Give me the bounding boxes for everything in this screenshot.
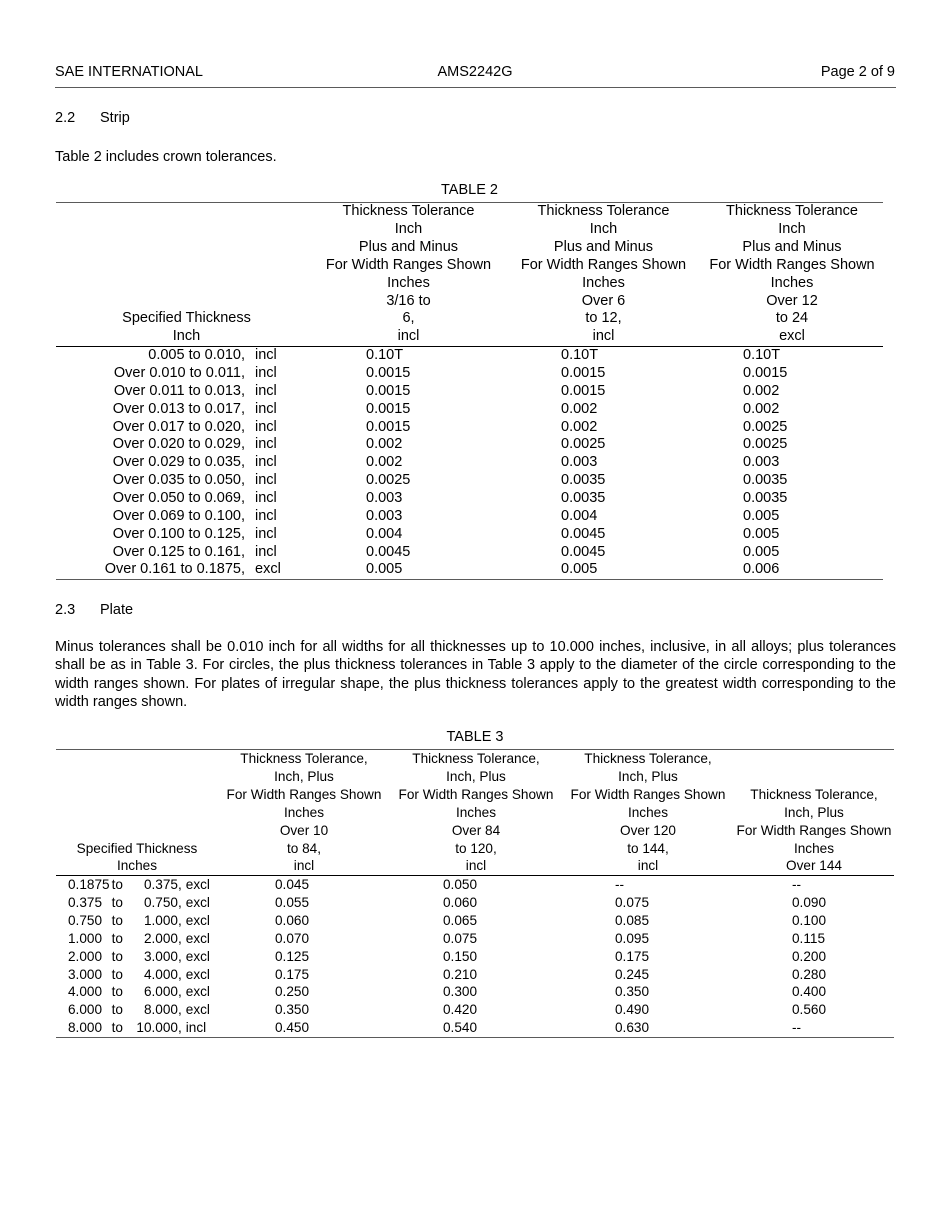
table-3-thickness-range: [56, 912, 218, 930]
table-3-col1-header-line-1: Thickness Tolerance,: [240, 751, 368, 766]
table-2-col2-header: [506, 203, 701, 347]
range-qualifier: excl: [185, 877, 210, 893]
range-text: Over 0.017 to 0.020,: [112, 418, 245, 435]
table-2-header-row: [56, 203, 883, 347]
table-2-tolerance-value: 0.0015: [366, 382, 411, 399]
table-2-tolerance-value: 0.004: [366, 525, 403, 542]
table-row: [56, 490, 883, 508]
table-2-col0-header: [56, 203, 311, 347]
table-3-col3-header-line-6: to 144,: [627, 840, 669, 856]
table-3-tolerance-value: 0.085: [615, 913, 650, 929]
range-qualifier: incl: [255, 418, 277, 435]
table-3-col3-header-line-5: Over 120: [620, 822, 676, 838]
range-to: 4.000,: [143, 966, 182, 982]
table-2-tolerance-value: 0.0035: [561, 490, 606, 506]
table-3-tolerance-value: 0.245: [615, 966, 650, 982]
table-3-col1-header-line-7: incl: [293, 858, 315, 874]
range-from: 0.375: [68, 895, 103, 911]
table-3-col3-header-line-4: Inches: [627, 804, 669, 820]
table-3-tolerance-value: 0.055: [275, 895, 310, 911]
table-2-thickness-range: [56, 544, 311, 562]
table-2-col1-header: [311, 203, 506, 347]
range-qualifier: incl: [255, 382, 277, 399]
range-from: 8.000: [68, 1020, 103, 1036]
table-3-thickness-range: [56, 876, 218, 894]
table-3-col4-header-line-2: Inch, Plus: [784, 804, 844, 820]
range-qualifier: incl: [255, 436, 277, 453]
table-3-tolerance-value: 0.065: [443, 913, 478, 929]
table-3-body: [56, 876, 894, 1038]
table-2-col1-header-line-7: 6,: [402, 310, 415, 327]
table-row: [56, 383, 883, 401]
table-row: [56, 561, 883, 579]
table-3-thickness-range: [56, 983, 218, 1001]
table-2-tolerance-value: 0.0025: [366, 472, 411, 489]
table-2-thickness-range: [56, 347, 311, 365]
section-heading-plate: [55, 602, 133, 618]
table-3-tolerance-value: 0.050: [443, 877, 478, 893]
section-number-2-3: 2.3: [55, 602, 76, 618]
table-2-col3-header-line-3: Plus and Minus: [742, 238, 842, 255]
table-2-thickness-range: [56, 401, 311, 419]
table-3-tolerance-value: 0.400: [792, 984, 827, 1000]
table-2-tolerance-value: 0.004: [561, 507, 598, 524]
table-3-col4-header-line-3: For Width Ranges Shown: [736, 822, 892, 838]
table-2-head: [56, 203, 883, 347]
table-2-tolerance-value: 0.10T: [561, 347, 599, 364]
table-3-col0-header-line-2: Inches: [116, 858, 158, 874]
range-connector: to: [111, 966, 123, 982]
table-2-col2-header-line-4: For Width Ranges Shown: [520, 256, 687, 273]
table-3-tolerance-value: 0.210: [443, 966, 478, 982]
range-connector: to: [111, 1020, 123, 1036]
table-3-col2-header-line-6: to 120,: [455, 840, 497, 856]
table-2-tolerance-value: 0.0025: [743, 418, 788, 435]
table-3-col2-header-line-5: Over 84: [451, 822, 501, 838]
table-2-col0-header-line-2: Inch: [172, 328, 201, 345]
table-3-col3-header-line-3: For Width Ranges Shown: [570, 786, 726, 802]
table-2-body: [56, 347, 883, 580]
table-2-thickness-range: [56, 436, 311, 454]
table-3-col1-header-line-5: Over 10: [279, 822, 329, 838]
table-3-block: [56, 729, 894, 1038]
range-to: 0.375,: [143, 877, 182, 893]
table-2-col3-header: [701, 203, 883, 347]
range-qualifier: incl: [255, 490, 277, 506]
range-text: Over 0.125 to 0.161,: [112, 543, 245, 560]
table-3-col3-header: [562, 750, 734, 876]
table-2-tolerance-value: 0.0015: [743, 365, 788, 382]
range-connector: to: [111, 930, 123, 946]
table-2-col1-header-line-3: Plus and Minus: [358, 238, 459, 255]
table-row: [56, 983, 894, 1001]
table-3-col2-header-line-4: Inches: [455, 804, 497, 820]
table-2-tolerance-value: 0.0015: [561, 365, 606, 382]
table-3-thickness-range: [56, 948, 218, 966]
table-row: [56, 966, 894, 984]
range-connector: to: [111, 1002, 123, 1018]
range-connector: to: [111, 948, 123, 964]
table-2-thickness-range: [56, 454, 311, 472]
table-2-col2-header-line-1: Thickness Tolerance: [537, 203, 670, 219]
table-3-tolerance-value: 0.560: [792, 1002, 827, 1018]
table-row: [56, 1019, 894, 1037]
range-to: 0.750,: [143, 895, 182, 911]
table-2-tolerance-value: 0.002: [561, 400, 598, 417]
table-2-col1-header-line-1: Thickness Tolerance: [342, 203, 475, 219]
range-to: 3.000,: [143, 948, 182, 964]
table-2-tolerance-value: 0.002: [743, 382, 780, 399]
table-2-col2-header-line-3: Plus and Minus: [553, 238, 654, 255]
table-3-col1-header-line-4: Inches: [283, 804, 325, 820]
table-row: [56, 876, 894, 894]
range-qualifier: excl: [185, 930, 210, 946]
table-2-tolerance-value: 0.005: [561, 561, 598, 578]
running-header: [55, 64, 895, 80]
table-2-col1-header-line-6: 3/16 to: [386, 292, 431, 309]
table-3-tolerance-value: --: [792, 1020, 802, 1036]
table-row: [56, 454, 883, 472]
table-2-tolerance-value: 0.0015: [366, 400, 411, 417]
range-from: 1.000: [68, 930, 103, 946]
table-row: [56, 472, 883, 490]
table-3-col2-header-line-3: For Width Ranges Shown: [398, 786, 554, 802]
table-3-tolerance-value: 0.175: [275, 966, 310, 982]
table-3-col3-header-line-7: incl: [637, 858, 659, 874]
table-row: [56, 912, 894, 930]
range-text: Over 0.029 to 0.035,: [112, 454, 245, 471]
table-row: [56, 365, 883, 383]
table-2-thickness-range: [56, 508, 311, 526]
table-2-tolerance-value: 0.0045: [366, 543, 411, 560]
range-from: 2.000: [68, 948, 103, 964]
table-2-tolerance-value: 0.002: [366, 436, 403, 453]
range-qualifier: excl: [185, 984, 210, 1000]
table-3-col0-header: [56, 750, 218, 876]
table-2-col1-header-line-4: For Width Ranges Shown: [325, 256, 492, 273]
table-3-col1-header-line-3: For Width Ranges Shown: [226, 786, 382, 802]
table-2-tolerance-value: 0.003: [743, 454, 780, 471]
range-qualifier: incl: [185, 1020, 207, 1036]
table-3-col4-header: [734, 750, 894, 876]
table-2-tolerance-value: 0.003: [366, 507, 403, 524]
table-3-tolerance-value: 0.540: [443, 1020, 478, 1036]
table-3-col2-header-line-2: Inch, Plus: [446, 768, 506, 784]
table-3-thickness-range: [56, 966, 218, 984]
table-3-tolerance-value: --: [792, 877, 802, 893]
table-2-thickness-range: [56, 526, 311, 544]
table-3-col1-header: [218, 750, 390, 876]
range-qualifier: incl: [255, 365, 277, 382]
range-qualifier: incl: [255, 400, 277, 417]
table-2-caption: TABLE 2: [441, 182, 498, 198]
section-title-plate: Plate: [100, 602, 134, 618]
range-qualifier: excl: [185, 895, 210, 911]
table-3-tolerance-value: --: [615, 877, 625, 893]
range-from: 0.1875: [68, 877, 110, 893]
table-row: [56, 930, 894, 948]
table-2-tolerance-value: 0.002: [743, 400, 780, 417]
table-2-tolerance-value: 0.0025: [561, 436, 606, 453]
header-document-number: AMS2242G: [437, 64, 513, 80]
table-3-tolerance-value: 0.630: [615, 1020, 650, 1036]
table-3-tolerance-value: 0.490: [615, 1002, 650, 1018]
range-connector: to: [111, 913, 123, 929]
table-2-col3-header-line-6: Over 12: [766, 292, 818, 309]
table-2-col1-header-line-2: Inch: [394, 220, 423, 237]
table-3-tolerance-value: 0.070: [275, 930, 310, 946]
table-row: [56, 894, 894, 912]
range-to: 10.000,: [136, 1020, 182, 1036]
range-text: Over 0.011 to 0.013,: [113, 382, 245, 399]
table-3-col1-header-line-6: to 84,: [286, 840, 321, 856]
table-2-tolerance-value: 0.003: [366, 490, 403, 506]
table-2-col3-header-line-4: For Width Ranges Shown: [709, 256, 875, 273]
header-organization: SAE INTERNATIONAL: [55, 64, 203, 80]
table-3-tolerance-value: 0.075: [443, 930, 478, 946]
range-from: 6.000: [68, 1002, 103, 1018]
range-qualifier: excl: [185, 913, 210, 929]
table-3-tolerance-value: 0.280: [792, 966, 827, 982]
table-row: [56, 526, 883, 544]
table-3-tolerance-value: 0.420: [443, 1002, 478, 1018]
table-2-col2-header-line-7: to 12,: [585, 310, 622, 327]
range-qualifier: incl: [255, 525, 277, 542]
table-row: [56, 436, 883, 454]
table-2-tolerance-value: 0.10T: [743, 347, 781, 364]
table-2-tolerance-value: 0.002: [366, 454, 403, 471]
table-3-tolerance-value: 0.200: [792, 948, 827, 964]
table-row: [56, 544, 883, 562]
table-2-thickness-range: [56, 365, 311, 383]
table-3-head: [56, 750, 894, 876]
table-2-tolerance-value: 0.003: [561, 454, 598, 471]
table-2-tolerance-value: 0.005: [743, 525, 780, 542]
table-3-col0-header-line-1: Specified Thickness: [76, 840, 198, 856]
table-3-tolerance-value: 0.350: [615, 984, 650, 1000]
table-2-col3-header-line-5: Inches: [770, 274, 814, 291]
table-3-col4-header-line-4: Inches: [793, 840, 835, 856]
range-from: 0.750: [68, 913, 103, 929]
table-3-header-row: [56, 750, 894, 876]
table-3-col1-header-line-2: Inch, Plus: [274, 768, 334, 784]
table-2-tolerance-value: 0.10T: [366, 347, 404, 364]
table-2: [56, 202, 883, 580]
table-3: [56, 749, 894, 1038]
range-from: 3.000: [68, 966, 103, 982]
table-3-thickness-range: [56, 1001, 218, 1019]
range-text: Over 0.069 to 0.100,: [112, 507, 245, 524]
section-number-2-2: 2.2: [55, 110, 76, 126]
range-to: 6.000,: [143, 984, 182, 1000]
table-3-tolerance-value: 0.125: [275, 948, 310, 964]
table-3-tolerance-value: 0.300: [443, 984, 478, 1000]
range-to: 1.000,: [143, 913, 182, 929]
range-qualifier: incl: [255, 543, 277, 560]
range-text: Over 0.035 to 0.050,: [112, 472, 245, 489]
table-3-tolerance-value: 0.350: [275, 1002, 310, 1018]
range-connector: to: [111, 895, 123, 911]
table-row: [56, 948, 894, 966]
table-2-thickness-range: [56, 561, 311, 579]
table-3-tolerance-value: 0.075: [615, 895, 650, 911]
range-text: Over 0.050 to 0.069,: [112, 490, 245, 506]
table-row: [56, 401, 883, 419]
table-2-col2-header-line-8: incl: [592, 328, 615, 345]
header-page-number: Page 2 of 9: [820, 64, 895, 80]
table-3-tolerance-value: 0.095: [615, 930, 650, 946]
plate-body-paragraph: Minus tolerances shall be 0.010 inch for all widths for all thicknesses up to 10.000 inches, inclusive, in all alloys; plus tolerances shall be as in Table 3. For circles, the plus thickness tolerances in Table 3 apply to the diameter of the circle corresponding to the width ranges shown. For plates of irregular shape, the plus thickness tolerances apply to the greatest width corresponding to the width ranges shown.: [55, 639, 896, 710]
table-3-tolerance-value: 0.175: [615, 948, 650, 964]
table-3-tolerance-value: 0.115: [792, 930, 826, 946]
table-2-tolerance-value: 0.0015: [561, 382, 606, 399]
table-2-tolerance-value: 0.0045: [561, 525, 606, 542]
table-2-thickness-range: [56, 383, 311, 401]
range-to: 8.000,: [143, 1002, 182, 1018]
table-3-tolerance-value: 0.090: [792, 895, 827, 911]
table-2-thickness-range: [56, 419, 311, 437]
range-qualifier: incl: [255, 507, 277, 524]
table-3-col2-header-line-7: incl: [465, 858, 487, 874]
range-to: 2.000,: [143, 930, 182, 946]
table-3-tolerance-value: 0.150: [443, 948, 478, 964]
range-connector: to: [111, 984, 123, 1000]
table-2-tolerance-value: 0.002: [561, 418, 598, 435]
range-qualifier: excl: [185, 1002, 210, 1018]
table-3-tolerance-value: 0.450: [275, 1020, 310, 1036]
table-3-col3-header-line-1: Thickness Tolerance,: [584, 751, 712, 766]
table-2-tolerance-value: 0.0015: [366, 418, 411, 435]
table-3-thickness-range: [56, 1019, 218, 1037]
section-title-strip: Strip: [100, 110, 130, 126]
range-qualifier: excl: [255, 561, 281, 578]
table-2-tolerance-value: 0.0035: [743, 472, 788, 489]
range-from: 4.000: [68, 984, 103, 1000]
table-2-thickness-range: [56, 490, 311, 508]
table-2-tolerance-value: 0.0015: [366, 365, 411, 382]
table-2-col3-header-line-2: Inch: [778, 220, 806, 237]
table-3-thickness-range: [56, 894, 218, 912]
table-2-col3-header-line-8: excl: [779, 328, 805, 345]
table-row: [56, 347, 883, 365]
range-text: Over 0.100 to 0.125,: [112, 525, 245, 542]
table-row: [56, 508, 883, 526]
table-2-col3-header-line-1: Thickness Tolerance: [726, 203, 858, 219]
range-qualifier: excl: [185, 948, 210, 964]
table-3-col4-header-line-5: Over 144: [786, 858, 842, 874]
table-2-tolerance-value: 0.006: [743, 561, 780, 578]
table-2-tolerance-value: 0.005: [366, 561, 403, 578]
range-qualifier: incl: [255, 472, 277, 489]
header-divider: [55, 87, 896, 88]
table-2-col2-header-line-5: Inches: [582, 274, 625, 291]
range-qualifier: incl: [255, 347, 277, 364]
table-3-tolerance-value: 0.060: [275, 913, 310, 929]
table-2-tolerance-value: 0.0045: [561, 543, 606, 560]
table-row: [56, 1001, 894, 1019]
table-3-col3-header-line-2: Inch, Plus: [618, 768, 678, 784]
range-text: 0.005 to 0.010,: [148, 347, 245, 364]
table-3-caption: TABLE 3: [446, 729, 504, 745]
table-3-tolerance-value: 0.060: [443, 895, 478, 911]
table-2-col3-header-line-7: to 24: [775, 310, 809, 327]
table-2-tolerance-value: 0.0025: [743, 436, 788, 453]
table-3-tolerance-value: 0.100: [792, 913, 827, 929]
strip-intro-paragraph: Table 2 includes crown tolerances.: [55, 149, 277, 165]
range-connector: to: [111, 877, 123, 893]
table-3-tolerance-value: 0.045: [275, 877, 310, 893]
table-2-tolerance-value: 0.005: [743, 507, 780, 524]
table-3-tolerance-value: 0.250: [275, 984, 310, 1000]
table-3-col2-header-line-1: Thickness Tolerance,: [412, 751, 540, 766]
table-row: [56, 419, 883, 437]
table-3-thickness-range: [56, 930, 218, 948]
section-heading-strip: [55, 110, 130, 126]
table-2-col1-header-line-8: incl: [397, 328, 420, 345]
table-2-tolerance-value: 0.0035: [561, 472, 606, 489]
table-2-col1-header-line-5: Inches: [387, 274, 430, 291]
table-2-tolerance-value: 0.0035: [743, 490, 788, 506]
range-text: Over 0.013 to 0.017,: [112, 400, 245, 417]
table-2-col2-header-line-2: Inch: [589, 220, 618, 237]
table-2-tolerance-value: 0.005: [743, 543, 780, 560]
range-text: Over 0.161 to 0.1875,: [104, 561, 245, 578]
table-2-block: [56, 182, 883, 580]
range-qualifier: incl: [255, 454, 277, 471]
table-3-col2-header: [390, 750, 562, 876]
table-2-col2-header-line-6: Over 6: [581, 292, 626, 309]
range-text: Over 0.010 to 0.011,: [113, 365, 245, 382]
range-text: Over 0.020 to 0.029,: [112, 436, 245, 453]
range-qualifier: excl: [185, 966, 210, 982]
table-2-col0-header-line-1: Specified Thickness: [122, 310, 251, 327]
table-2-thickness-range: [56, 472, 311, 490]
table-3-col4-header-line-1: Thickness Tolerance,: [750, 786, 878, 802]
